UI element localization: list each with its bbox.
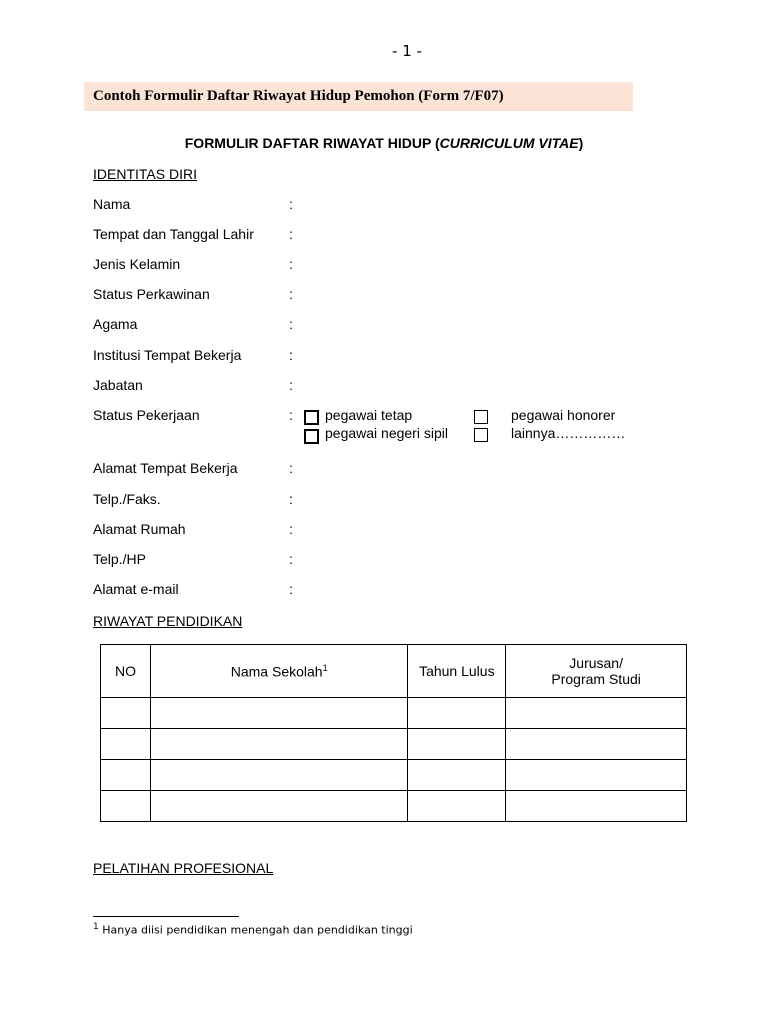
field-label-jenis-kelamin: Jenis Kelamin xyxy=(93,256,181,272)
table-cell[interactable] xyxy=(506,791,687,822)
header-no: NO xyxy=(101,645,151,698)
field-label-telp-faks: Telp./Faks. xyxy=(93,491,161,507)
field-colon: : xyxy=(289,196,293,212)
form-title-end: ) xyxy=(578,135,584,151)
checkbox-pegawai-honorer[interactable] xyxy=(474,410,488,424)
field-colon: : xyxy=(289,347,293,363)
education-table xyxy=(100,644,687,822)
table-cell[interactable] xyxy=(150,729,408,760)
field-label-status-perkawinan: Status Perkawinan xyxy=(93,286,210,302)
field-colon: : xyxy=(289,377,293,393)
header-nama-sekolah-text: Nama Sekolah xyxy=(230,663,323,680)
banner-title: Contoh Formulir Daftar Riwayat Hidup Pemohon (Form 7/F07) xyxy=(93,88,504,104)
field-colon: : xyxy=(289,256,293,272)
table-cell[interactable] xyxy=(506,729,687,760)
table-cell[interactable] xyxy=(506,760,687,791)
table-cell[interactable] xyxy=(408,698,506,729)
field-label-email: Alamat e-mail xyxy=(93,581,179,597)
header-nama-sekolah xyxy=(150,645,408,698)
field-label-nama: Nama xyxy=(93,196,131,212)
field-colon: : xyxy=(289,491,293,507)
table-cell[interactable] xyxy=(101,729,151,760)
page-number: - 1 - xyxy=(392,42,422,60)
table-cell[interactable] xyxy=(150,698,408,729)
option-label-pegawai-honorer: pegawai honorer xyxy=(511,407,616,423)
table-cell[interactable] xyxy=(408,760,506,791)
field-colon: : xyxy=(289,521,293,537)
table-cell[interactable] xyxy=(150,760,408,791)
header-jurusan-line1: Jurusan/ xyxy=(569,655,623,671)
field-colon: : xyxy=(289,316,293,332)
form-banner xyxy=(84,82,633,111)
table-header-row xyxy=(101,645,687,698)
field-colon: : xyxy=(289,551,293,567)
form-title-italic: CURRICULUM VITAE xyxy=(439,135,579,151)
table-row xyxy=(101,791,687,822)
header-tahun-lulus: Tahun Lulus xyxy=(408,645,506,698)
table-row xyxy=(101,698,687,729)
field-label-alamat-rumah: Alamat Rumah xyxy=(93,521,186,537)
checkbox-pegawai-negeri-sipil[interactable] xyxy=(304,429,319,444)
pelatihan-heading: PELATIHAN PROFESIONAL xyxy=(93,860,274,876)
header-jurusan xyxy=(506,645,687,698)
field-colon: : xyxy=(289,407,293,423)
field-label-alamat-tempat-bekerja: Alamat Tempat Bekerja xyxy=(93,460,238,476)
table-cell[interactable] xyxy=(408,729,506,760)
field-colon: : xyxy=(289,286,293,302)
header-jurusan-line2: Program Studi xyxy=(551,671,641,687)
footnote xyxy=(93,922,413,937)
form-title-main: FORMULIR DAFTAR RIWAYAT HIDUP ( xyxy=(184,135,440,151)
field-label-agama: Agama xyxy=(93,316,138,332)
field-label-status-pekerjaan: Status Pekerjaan xyxy=(93,407,200,423)
footnote-ref: 1 xyxy=(322,662,328,673)
form-title xyxy=(0,135,768,151)
checkbox-lainnya[interactable] xyxy=(474,428,488,442)
field-label-institusi: Institusi Tempat Bekerja xyxy=(93,347,242,363)
option-label-pegawai-negeri-sipil: pegawai negeri sipil xyxy=(325,425,448,441)
footnote-marker: 1 xyxy=(93,922,99,932)
field-colon: : xyxy=(289,460,293,476)
field-colon: : xyxy=(289,581,293,597)
table-cell[interactable] xyxy=(150,791,408,822)
table-cell[interactable] xyxy=(101,760,151,791)
table-cell[interactable] xyxy=(101,791,151,822)
footnote-text: Hanya diisi pendidikan menengah dan pendidikan tinggi xyxy=(98,923,413,937)
table-cell[interactable] xyxy=(408,791,506,822)
table-row xyxy=(101,760,687,791)
field-label-jabatan: Jabatan xyxy=(93,377,143,393)
checkbox-pegawai-tetap[interactable] xyxy=(304,410,319,425)
field-label-tempat-tanggal-lahir: Tempat dan Tanggal Lahir xyxy=(93,226,254,242)
option-label-pegawai-tetap: pegawai tetap xyxy=(325,407,413,423)
identitas-heading: IDENTITAS DIRI xyxy=(93,166,197,182)
table-row xyxy=(101,729,687,760)
option-label-lainnya: lainnya…………… xyxy=(511,425,626,441)
table-cell[interactable] xyxy=(101,698,151,729)
field-label-telp-hp: Telp./HP xyxy=(93,551,146,567)
footnote-divider xyxy=(93,916,239,917)
field-colon: : xyxy=(289,226,293,242)
pendidikan-heading: RIWAYAT PENDIDIKAN xyxy=(93,613,243,629)
table-cell[interactable] xyxy=(506,698,687,729)
